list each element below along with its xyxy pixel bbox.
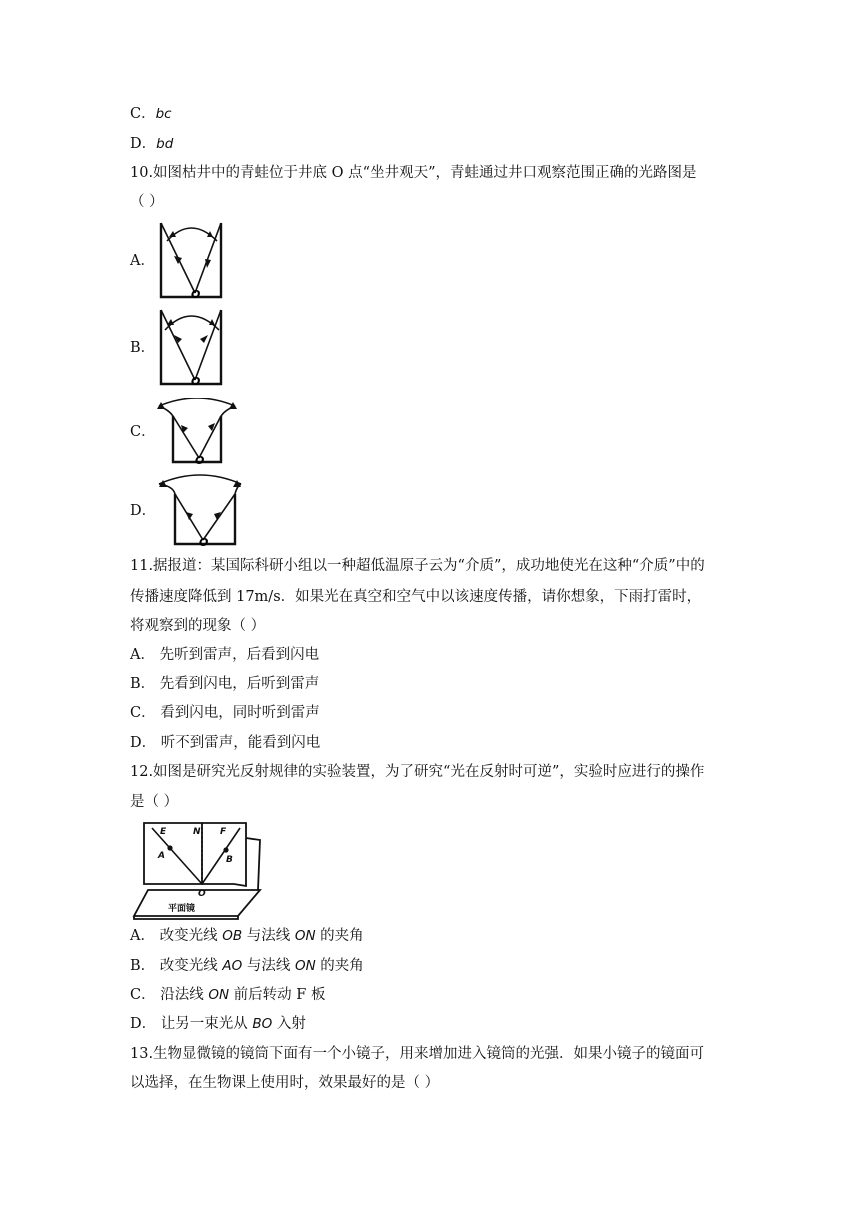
q9-option-c[interactable]: C．bc <box>130 106 172 122</box>
q12-reflection-apparatus <box>130 820 265 920</box>
q10-option-c[interactable]: C． <box>130 424 156 440</box>
svg-text:F: F <box>220 827 227 837</box>
q10-figure-a <box>155 221 235 301</box>
q10-figure-c <box>155 398 245 466</box>
q10-stem-line2: （ ） <box>130 194 164 210</box>
q12-stem-line2: 是（ ） <box>130 794 179 810</box>
q10-option-b[interactable]: B． <box>130 340 156 356</box>
q10-stem-line1: 10.如图枯井中的青蛙位于井底 O 点“坐井观天”，青蛙通过井口观察范围正确的光路图是 <box>130 165 697 181</box>
svg-text:平面镜: 平面镜 <box>168 904 196 914</box>
svg-text:O: O <box>198 889 206 899</box>
q11-stem-line3: 将观察到的现象（ ） <box>130 618 266 634</box>
q11-stem-line2: 传播速度降低到 17m/s．如果光在真空和空气中以该速度传播，请你想象，下雨打雷时， <box>130 589 702 605</box>
q13-stem-line2: 以选择，在生物课上使用时，效果最好的是（ ） <box>130 1075 440 1091</box>
q12-option-c[interactable]: C． 沿法线 ON 前后转动 F 板 <box>130 987 326 1003</box>
svg-text:O: O <box>195 454 205 466</box>
q11-option-a[interactable]: A． 先听到雷声，后看到闪电 <box>130 647 320 663</box>
q11-option-b[interactable]: B． 先看到闪电，后听到雷声 <box>130 676 320 692</box>
q10-figure-d <box>155 474 245 548</box>
svg-text:O: O <box>191 375 201 388</box>
svg-text:N: N <box>193 827 201 837</box>
q12-option-b[interactable]: B． 改变光线 AO 与法线 ON 的夹角 <box>130 958 364 974</box>
q12-option-d[interactable]: D． 让另一束光从 BO 入射 <box>130 1016 306 1032</box>
q10-figure-b <box>155 308 235 388</box>
q10-option-a[interactable]: A． <box>130 253 155 269</box>
q9-option-d[interactable]: D．bd <box>130 136 174 152</box>
svg-text:B: B <box>226 855 233 865</box>
q12-stem-line1: 12.如图是研究光反射规律的实验装置，为了研究“光在反射时可逆”，实验时应进行的操作 <box>130 764 705 780</box>
q10-option-d[interactable]: D． <box>130 503 157 519</box>
q13-stem-line1: 13.生物显微镜的镜筒下面有一个小镜子，用来增加进入镜筒的光强．如果小镜子的镜面可 <box>130 1046 705 1062</box>
svg-text:E: E <box>160 827 167 837</box>
svg-text:O: O <box>191 288 201 301</box>
svg-text:A: A <box>158 851 165 861</box>
q12-option-a[interactable]: A． 改变光线 OB 与法线 ON 的夹角 <box>130 928 364 944</box>
q11-option-d[interactable]: D． 听不到雷声，能看到闪电 <box>130 735 321 751</box>
q11-stem-line1: 11.据报道：某国际科研小组以一种超低温原子云为“介质”，成功地使光在这种“介质”中的 <box>130 558 705 574</box>
svg-text:O: O <box>199 536 209 548</box>
q11-option-c[interactable]: C． 看到闪电，同时听到雷声 <box>130 705 320 721</box>
